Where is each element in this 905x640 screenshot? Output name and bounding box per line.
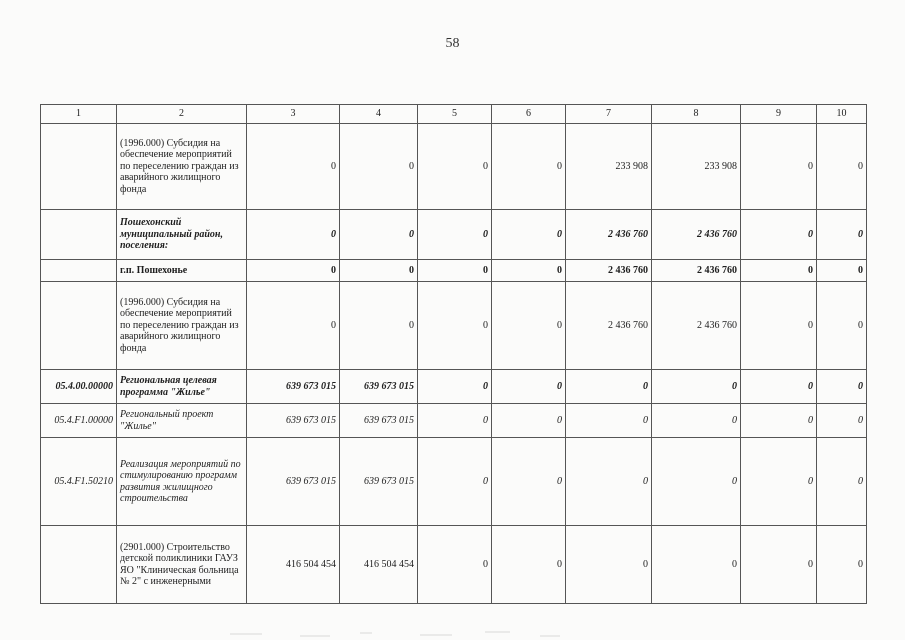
value-cell: 0 (817, 260, 867, 282)
value-cell: 0 (247, 260, 340, 282)
table-header-row (41, 105, 867, 124)
value-cell: 0 (492, 526, 566, 604)
value-cell: 639 673 015 (340, 438, 418, 526)
value-cell: 0 (817, 282, 867, 370)
value-cell: 0 (652, 370, 741, 404)
row-code (41, 282, 117, 370)
value-cell: 0 (817, 124, 867, 210)
column-header: 10 (817, 105, 867, 124)
value-cell: 2 436 760 (566, 282, 652, 370)
column-header: 3 (247, 105, 340, 124)
row-name: Пошехонский муниципальный район, поселения: (117, 210, 247, 260)
column-header: 4 (340, 105, 418, 124)
row-name: (2901.000) Строительство детской поликлиники ГАУЗ ЯО "Клиническая больница № 2" с инженерными (117, 526, 247, 604)
value-cell: 0 (340, 260, 418, 282)
value-cell: 0 (741, 282, 817, 370)
row-code (41, 526, 117, 604)
value-cell: 0 (817, 526, 867, 604)
row-name: Региональный проект "Жилье" (117, 404, 247, 438)
value-cell: 0 (492, 210, 566, 260)
row-name: Реализация мероприятий по стимулированию программ развития жилищного строительства (117, 438, 247, 526)
value-cell: 0 (418, 282, 492, 370)
value-cell: 0 (340, 124, 418, 210)
table-row (41, 260, 867, 282)
value-cell: 0 (741, 438, 817, 526)
value-cell: 0 (418, 404, 492, 438)
value-cell: 233 908 (566, 124, 652, 210)
column-header: 2 (117, 105, 247, 124)
value-cell: 2 436 760 (652, 210, 741, 260)
table-row (41, 438, 867, 526)
value-cell: 0 (652, 404, 741, 438)
value-cell: 0 (418, 210, 492, 260)
table-row (41, 210, 867, 260)
value-cell: 416 504 454 (247, 526, 340, 604)
value-cell: 0 (741, 526, 817, 604)
table-row (41, 370, 867, 404)
value-cell: 0 (817, 370, 867, 404)
value-cell: 0 (418, 526, 492, 604)
value-cell: 0 (247, 124, 340, 210)
value-cell: 0 (492, 282, 566, 370)
value-cell: 0 (418, 124, 492, 210)
value-cell: 0 (247, 282, 340, 370)
page-number: 58 (445, 36, 460, 51)
row-code: 05.4.00.00000 (41, 370, 117, 404)
table-row (41, 124, 867, 210)
column-header: 1 (41, 105, 117, 124)
row-name: (1996.000) Субсидия на обеспечение мероприятий по переселению граждан из аварийного жилищного фонда (117, 124, 247, 210)
value-cell: 0 (492, 370, 566, 404)
value-cell: 0 (492, 438, 566, 526)
value-cell: 233 908 (652, 124, 741, 210)
value-cell: 0 (741, 124, 817, 210)
value-cell: 0 (340, 210, 418, 260)
value-cell: 0 (817, 210, 867, 260)
row-name: Региональная целевая программа "Жилье" (117, 370, 247, 404)
value-cell: 0 (247, 210, 340, 260)
table-row (41, 404, 867, 438)
value-cell: 0 (817, 438, 867, 526)
column-header: 7 (566, 105, 652, 124)
value-cell: 0 (741, 260, 817, 282)
value-cell: 0 (418, 260, 492, 282)
column-header: 6 (492, 105, 566, 124)
value-cell: 0 (418, 370, 492, 404)
value-cell: 2 436 760 (652, 282, 741, 370)
scan-artifact-strip (0, 624, 905, 640)
value-cell: 0 (652, 438, 741, 526)
value-cell: 0 (566, 438, 652, 526)
value-cell: 639 673 015 (247, 404, 340, 438)
value-cell: 2 436 760 (566, 260, 652, 282)
column-header: 8 (652, 105, 741, 124)
value-cell: 416 504 454 (340, 526, 418, 604)
row-name: (1996.000) Субсидия на обеспечение мероприятий по переселению граждан из аварийного жилищного фонда (117, 282, 247, 370)
row-code: 05.4.F1.00000 (41, 404, 117, 438)
table-row (41, 282, 867, 370)
value-cell: 0 (566, 404, 652, 438)
value-cell: 639 673 015 (340, 370, 418, 404)
value-cell: 639 673 015 (247, 370, 340, 404)
value-cell: 2 436 760 (566, 210, 652, 260)
value-cell: 639 673 015 (247, 438, 340, 526)
value-cell: 0 (741, 404, 817, 438)
value-cell: 0 (652, 526, 741, 604)
value-cell: 2 436 760 (652, 260, 741, 282)
row-name: г.п. Пошехонье (117, 260, 247, 282)
value-cell: 0 (492, 124, 566, 210)
value-cell: 0 (566, 526, 652, 604)
column-header: 5 (418, 105, 492, 124)
value-cell: 0 (492, 260, 566, 282)
row-code (41, 260, 117, 282)
table-body (41, 124, 867, 604)
row-code (41, 124, 117, 210)
value-cell: 0 (492, 404, 566, 438)
row-code (41, 210, 117, 260)
value-cell: 639 673 015 (340, 404, 418, 438)
column-header: 9 (741, 105, 817, 124)
table-row (41, 526, 867, 604)
budget-table (40, 104, 867, 604)
value-cell: 0 (741, 370, 817, 404)
row-code: 05.4.F1.50210 (41, 438, 117, 526)
value-cell: 0 (340, 282, 418, 370)
value-cell: 0 (817, 404, 867, 438)
value-cell: 0 (418, 438, 492, 526)
value-cell: 0 (741, 210, 817, 260)
value-cell: 0 (566, 370, 652, 404)
